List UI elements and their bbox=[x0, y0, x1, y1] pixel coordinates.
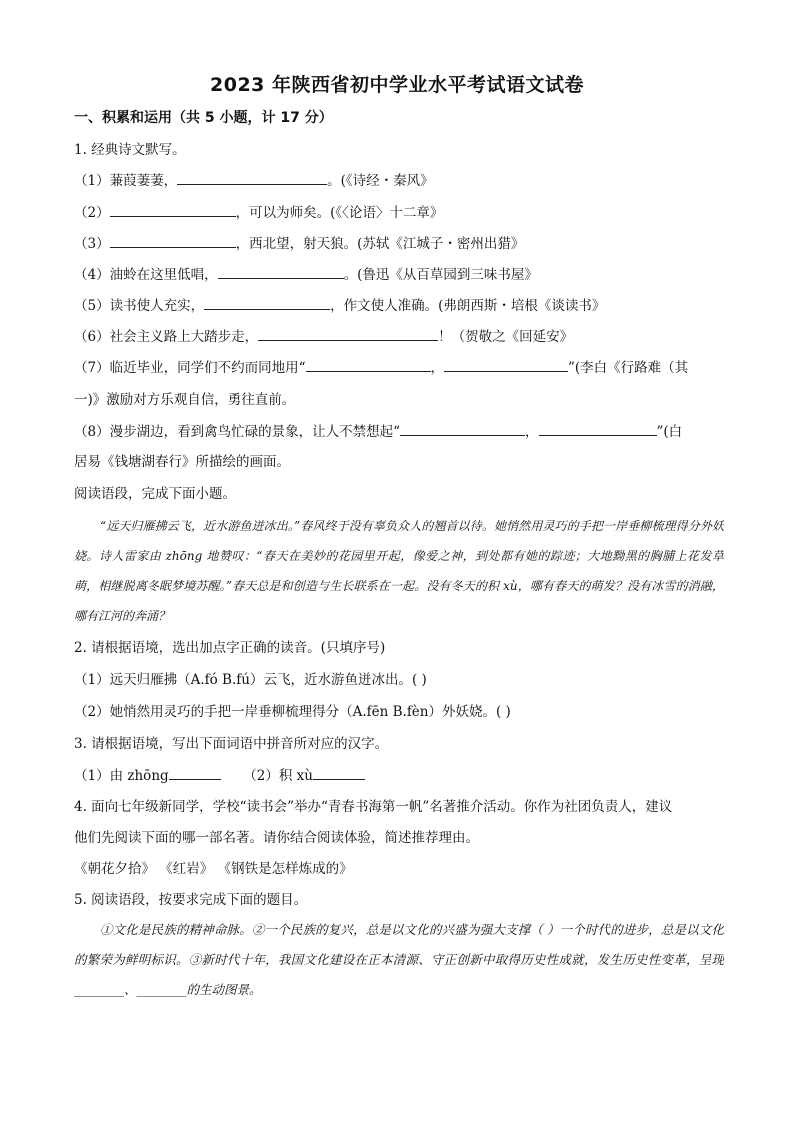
q1-item-7-cont: 一)》激励对方乐观自信，勇往直前。 bbox=[74, 392, 296, 408]
q1-item-3 bbox=[74, 233, 724, 254]
text: （5）读书使人充实， bbox=[74, 298, 205, 314]
text: 。(鲁迅《从百草园到三味书屋》 bbox=[343, 267, 538, 283]
q1-item-7 bbox=[74, 357, 724, 378]
answer-blank[interactable] bbox=[258, 326, 438, 341]
q4-line-2: 他们先阅读下面的哪一部名著。请你结合阅读体验，简述推荐理由。 bbox=[74, 830, 479, 846]
answer-blank[interactable] bbox=[177, 170, 327, 185]
q2-stem: 2. 请根据语境，选出加点字正确的读音。(只填序号) bbox=[74, 640, 386, 656]
text: （7）临近毕业，同学们不约而同地用“ bbox=[74, 360, 306, 376]
answer-blank[interactable] bbox=[306, 357, 431, 372]
text: ，西北望，射天狼。(苏轼《江城子・密州出猎》 bbox=[235, 236, 525, 252]
text: ！（贺敬之《回延安》 bbox=[438, 329, 574, 345]
answer-blank[interactable] bbox=[444, 357, 568, 372]
q3-items bbox=[74, 765, 724, 786]
q1-stem: 1. 经典诗文默写。 bbox=[74, 142, 186, 158]
q3-stem: 3. 请根据语境，写出下面词语中拼音所对应的汉字。 bbox=[74, 736, 389, 752]
text: ，作文使人准确。(弗朗西斯・培根《谈读书》 bbox=[330, 298, 606, 314]
answer-blank[interactable] bbox=[400, 421, 525, 436]
reading-intro: 阅读语段，完成下面小题。 bbox=[74, 486, 236, 502]
answer-blank[interactable] bbox=[204, 295, 330, 310]
q1-item-6 bbox=[74, 326, 724, 347]
text: （1）由 zhōng bbox=[74, 768, 169, 784]
q1-item-5 bbox=[74, 295, 724, 316]
section-heading: 一、积累和运用（共 5 小题，计 17 分） bbox=[74, 110, 333, 126]
q5-stem: 5. 阅读语段，按要求完成下面的题目。 bbox=[74, 892, 308, 908]
text: （2）积 xù bbox=[243, 768, 313, 784]
answer-blank[interactable] bbox=[110, 233, 236, 248]
text: （8）漫步湖边，看到禽鸟忙碌的景象，让人不禁想起“ bbox=[74, 424, 400, 440]
q1-item-1 bbox=[74, 170, 724, 191]
q2-item-1: （1）远天归雁拂（A.fó B.fú）云飞，近水游鱼迸冰出。( ) bbox=[74, 672, 427, 688]
q1-item-2 bbox=[74, 202, 724, 223]
answer-blank[interactable] bbox=[169, 765, 221, 780]
q4-books: 《朝花夕拾》 《红岩》 《钢铁是怎样炼成的》 bbox=[74, 861, 353, 877]
text: ，可以为师矣。(《〈论语〉十二章》 bbox=[235, 205, 444, 221]
q4-line-1: 4. 面向七年级新同学，学校“读书会”举办“青春书海第一帆”名著推介活动。你作为社团负责人，建议 bbox=[74, 799, 673, 815]
text: 。(《诗经・秦风》 bbox=[327, 173, 434, 189]
text: （6）社会主义路上大踏步走， bbox=[74, 329, 259, 345]
q1-item-4 bbox=[74, 264, 724, 285]
text: （4）油蛉在这里低唱， bbox=[74, 267, 218, 283]
text: ”(李白《行路难（其 bbox=[568, 360, 689, 376]
reading-passage: “远天归雁拂云飞，近水游鱼迸冰出。”春风终于没有辜负众人的翘首以待。她悄然用灵巧的手把一岸垂柳梳理得分外妖娆。诗人雷家由 zhōng 地赞叹：“春天在美妙的花园里开起，像爱之神，到处都有她的踪迹；大地黝黑的胸脯上花发草萌，相继脱离冬眠梦境苏醒。”春天总是和创造与生长联系在一起。没有冬天的积 xù，哪有春天的萌发？没有冰雪的消融，哪有江河的奔涌？ bbox=[74, 519, 724, 623]
q1-item-8-cont: 居易《钱塘湖春行》所描绘的画面。 bbox=[74, 454, 290, 470]
text: ”(白 bbox=[656, 424, 683, 440]
page-title: 2023 年陕西省初中学业水平考试语文试卷 bbox=[210, 74, 584, 96]
q1-item-8 bbox=[74, 421, 724, 442]
answer-blank[interactable] bbox=[539, 421, 657, 436]
q5-passage: ①文化是民族的精神命脉。②一个民族的复兴，总是以文化的兴盛为强大支撑（ ）一个时代的进步，总是以文化的繁荣为鲜明标识。③新时代十年，我国文化建设在正本清源、守正创新中取得历史性成就，发生历史性变革，呈现________、________的生动图景。 bbox=[74, 922, 724, 997]
text: （3） bbox=[74, 236, 110, 252]
text: ， bbox=[430, 360, 444, 376]
text: ， bbox=[525, 424, 539, 440]
answer-blank[interactable] bbox=[218, 264, 344, 279]
q2-item-2: （2）她悄然用灵巧的手把一岸垂柳梳理得分（A.fēn B.fèn）外妖娆。( ) bbox=[74, 704, 511, 720]
text: （2） bbox=[74, 205, 110, 221]
answer-blank[interactable] bbox=[313, 765, 365, 780]
text: （1）蒹葭萋萋， bbox=[74, 173, 178, 189]
answer-blank[interactable] bbox=[110, 202, 236, 217]
